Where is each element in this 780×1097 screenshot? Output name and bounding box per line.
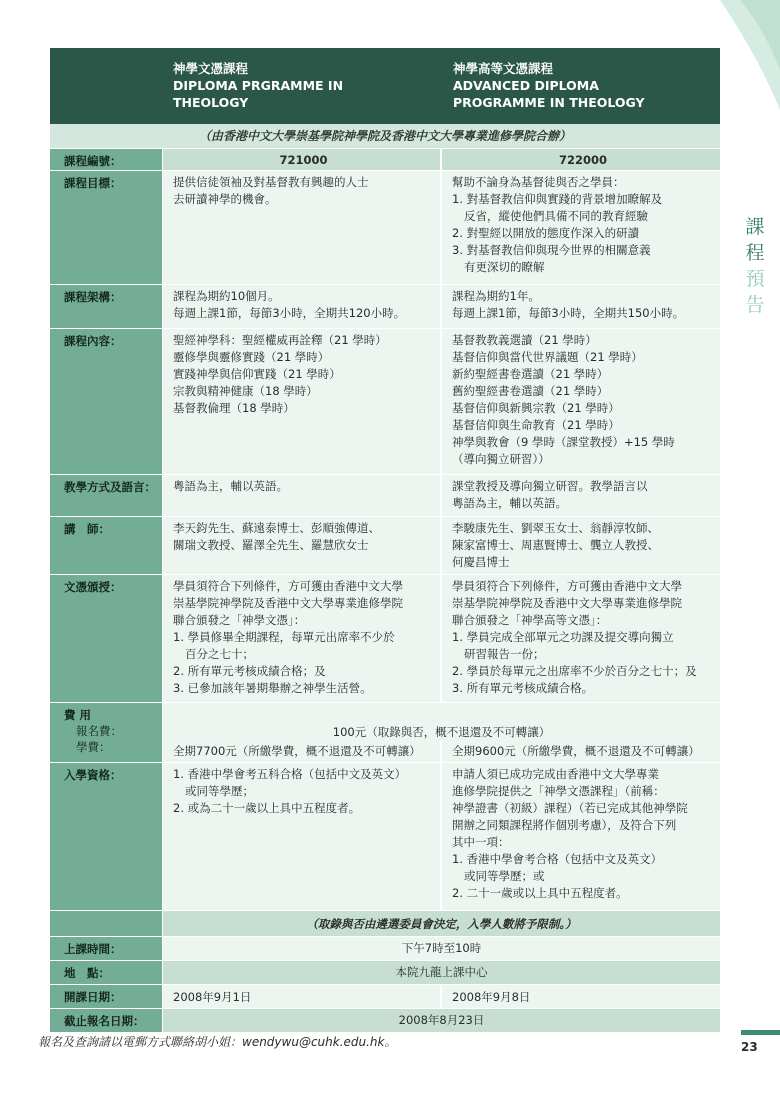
text-line: 靈修學與靈修實踐（21 學時） xyxy=(173,350,330,364)
label-fees-title: 費 用 xyxy=(64,708,92,722)
text-line: 3. 已參加該年暑期舉辦之神學生活營。 xyxy=(173,681,372,695)
header-advanced xyxy=(453,60,645,111)
row-venue xyxy=(50,960,720,985)
side-char-3: 預 xyxy=(745,268,765,290)
text-line: 關瑞文教授、羅澤全先生、羅慧欣女士 xyxy=(173,538,369,552)
label-award: 文憑頒授： xyxy=(50,575,162,703)
row-lecturers xyxy=(50,516,720,575)
contact-footnote: 報名及查詢請以電郵方式聯絡胡小姐：wendywu@cuhk.edu.hk。 xyxy=(38,1035,397,1049)
text-line: 2. 所有單元考核成績合格；及 xyxy=(173,664,326,678)
row-structure xyxy=(50,284,720,329)
text-line: 研習報告一份； xyxy=(464,647,545,661)
text-line: 基督信仰與生命教育（21 學時） xyxy=(452,418,620,432)
label-fees xyxy=(50,703,162,763)
text-line: 3. 所有單元考核成績合格。 xyxy=(452,681,594,695)
header-diploma-en2: THEOLOGY xyxy=(173,95,249,110)
side-char-4: 告 xyxy=(745,294,765,316)
entry-advanced xyxy=(442,763,720,911)
label-method: 教學方式及語言： xyxy=(50,475,162,517)
structure-diploma xyxy=(163,285,440,329)
code-advanced: 722000 xyxy=(442,149,720,171)
text-line: 學員須符合下列條件，方可獲由香港中文大學 xyxy=(452,579,682,593)
lecturers-advanced xyxy=(442,517,720,575)
row-entry xyxy=(50,762,720,911)
text-line: 其中一項： xyxy=(452,835,510,849)
lecturers-diploma xyxy=(163,517,440,575)
text-line: 基督教倫理（18 學時） xyxy=(173,401,295,415)
text-line: 李天鈞先生、蘇遠泰博士、彭順強傳道、 xyxy=(173,521,380,535)
venue: 本院九龍上課中心 xyxy=(163,961,720,985)
text-line: 崇基學院神學院及香港中文大學專業進修學院 xyxy=(173,596,403,610)
text-line: 進修學院提供之「神學文憑課程」（前稱： xyxy=(452,784,665,798)
label-deadline: 截止報名日期： xyxy=(50,1009,162,1032)
text-line: 百分之七十； xyxy=(185,647,254,661)
label-content: 課程內容： xyxy=(50,329,162,475)
text-line: 崇基學院神學院及香港中文大學專業進修學院 xyxy=(452,596,682,610)
text-line: 實踐神學與信仰實踐（21 學時） xyxy=(173,367,341,381)
text-line: 李駿康先生、劉翠玉女士、翁靜淳牧師、 xyxy=(452,521,659,535)
label-entry: 入學資格： xyxy=(50,763,162,911)
row-deadline xyxy=(50,1008,720,1032)
text-line: 1. 學員修畢全期課程，每單元出席率不少於 xyxy=(173,630,395,644)
header-advanced-en2: PROGRAMME IN THEOLOGY xyxy=(453,95,645,110)
tuition-advanced: 全期9600元（所繳學費，概不退還及不可轉讓） xyxy=(442,741,720,763)
content-advanced xyxy=(442,329,720,475)
start-advanced: 2008年9月8日 xyxy=(442,985,720,1009)
label-course-code: 課程編號： xyxy=(50,149,162,171)
text-line: 粵語為主，輔以英語。 xyxy=(173,479,288,493)
label-lecturers: 講 師： xyxy=(50,517,162,575)
row-selection-note xyxy=(50,910,720,937)
organiser-banner: （由香港中文大學崇基學院神學院及香港中文大學專業進修學院合辦） xyxy=(50,124,720,148)
text-line: 2. 學員於每單元之出席率不少於百分之七十；及 xyxy=(452,664,697,678)
label-venue: 地 點： xyxy=(50,961,162,985)
side-label xyxy=(740,214,770,318)
text-line: 3. 對基督教信仰與現今世界的相關意義 xyxy=(452,243,651,257)
text-line: 每週上課1節，每節3小時，全期共150小時。 xyxy=(452,306,685,320)
row-class-time xyxy=(50,936,720,961)
label-application-fee: 報名費： xyxy=(76,724,122,738)
text-line: 提供信徒領袖及對基督教有興趣的人士 xyxy=(173,175,369,189)
text-line: 1. 香港中學會考五科合格（包括中文及英文） xyxy=(173,767,407,781)
text-line: 或同等學歷； xyxy=(185,784,254,798)
label-aim: 課程目標： xyxy=(50,171,162,285)
start-diploma: 2008年9月1日 xyxy=(163,985,440,1009)
corner-decoration xyxy=(720,0,780,110)
text-line: 陳家富博士、周惠賢博士、龔立人教授、 xyxy=(452,538,659,552)
method-advanced xyxy=(442,475,720,517)
text-line: 1. 對基督教信仰與實踐的背景增加瞭解及 xyxy=(452,192,663,206)
text-line: 聯合頒發之「神學高等文憑」： xyxy=(452,613,608,627)
text-line: 宗教與精神健康（18 學時） xyxy=(173,384,318,398)
tuition-diploma: 全期7700元（所繳學費，概不退還及不可轉讓） xyxy=(163,741,440,763)
row-award xyxy=(50,574,720,703)
text-line: 2. 二十一歲或以上具中五程度者。 xyxy=(452,886,628,900)
award-advanced xyxy=(442,575,720,703)
label-start-date: 開課日期： xyxy=(50,985,162,1009)
text-line: 新約聖經書卷選讀（21 學時） xyxy=(452,367,609,381)
text-line: 聯合頒發之「神學文憑」： xyxy=(173,613,306,627)
text-line: 課程為期約1年。 xyxy=(452,289,540,303)
page-number-bar xyxy=(741,1030,780,1035)
label-tuition-fee: 學費： xyxy=(76,740,111,754)
programme-header xyxy=(50,48,720,124)
text-line: 舊約聖經書卷選讀（21 學時） xyxy=(452,384,609,398)
label-structure: 課程架構： xyxy=(50,285,162,329)
text-line: 或同等學歷；或 xyxy=(464,869,545,883)
text-line: 基督信仰與當代世界議題（21 學時） xyxy=(452,350,643,364)
selection-note: （取錄與否由遴選委員會決定，入學人數將予限制。） xyxy=(163,911,720,937)
page-number: 23 xyxy=(741,1040,758,1054)
award-diploma xyxy=(163,575,440,703)
text-line: 2. 對聖經以開放的態度作深入的研讀 xyxy=(452,226,640,240)
text-line: 申請人須已成功完成由香港中文大學專業 xyxy=(452,767,659,781)
text-line: 基督信仰與新興宗教（21 學時） xyxy=(452,401,620,415)
application-fee: 100元（取錄與否，概不退還及不可轉讓） xyxy=(163,703,720,741)
structure-advanced xyxy=(442,285,720,329)
content-diploma xyxy=(163,329,440,475)
text-line: 幫助不論身為基督徒與否之學員： xyxy=(452,175,625,189)
header-diploma-en1: DIPLOMA PRGRAMME IN xyxy=(173,78,344,93)
text-line: 去研讀神學的機會。 xyxy=(173,192,277,206)
row-fees xyxy=(50,702,720,763)
deadline: 2008年8月23日 xyxy=(163,1009,720,1032)
code-diploma: 721000 xyxy=(163,149,440,171)
text-line: 1. 學員完成全部單元之功課及提交導向獨立 xyxy=(452,630,674,644)
text-line: 神學與教會（9 學時（課堂教授）+15 學時 xyxy=(452,435,675,449)
side-char-2: 程 xyxy=(745,242,765,264)
text-line: （導向獨立研習）） xyxy=(452,452,550,466)
side-char-1: 課 xyxy=(745,216,765,238)
header-advanced-en1: ADVANCED DIPLOMA xyxy=(453,78,599,93)
text-line: 課堂教授及導向獨立研習。教學語言以 xyxy=(452,479,648,493)
header-diploma-zh: 神學文憑課程 xyxy=(173,61,249,76)
method-diploma xyxy=(163,475,440,517)
text-line: 基督教教義選讀（21 學時） xyxy=(452,333,597,347)
row-start-date xyxy=(50,984,720,1009)
header-advanced-zh: 神學高等文憑課程 xyxy=(453,61,554,76)
aim-advanced xyxy=(442,171,720,285)
text-line: 神學證書（初級）課程）（若已完成其他神學院 xyxy=(452,801,688,815)
text-line: 開辦之同類課程將作個別考慮），及符合下列 xyxy=(452,818,677,832)
row-content xyxy=(50,328,720,475)
row-method xyxy=(50,474,720,517)
text-line: 反省，縱使他們具備不同的教育經驗 xyxy=(464,209,648,223)
row-course-code xyxy=(50,148,720,171)
text-line: 有更深切的瞭解 xyxy=(464,260,545,274)
row-aim xyxy=(50,170,720,285)
text-line: 課程為期約10個月。 xyxy=(173,289,280,303)
text-line: 1. 香港中學會考合格（包括中文及英文） xyxy=(452,852,663,866)
header-diploma xyxy=(173,60,343,111)
text-line: 2. 或為二十一歲以上具中五程度者。 xyxy=(173,801,361,815)
label-class-time: 上課時間： xyxy=(50,937,162,961)
aim-diploma xyxy=(163,171,440,285)
text-line: 聖經神學科：聖經權威再詮釋（21 學時） xyxy=(173,333,387,347)
text-line: 何慶昌博士 xyxy=(452,555,510,569)
text-line: 每週上課1節，每節3小時，全期共120小時。 xyxy=(173,306,406,320)
text-line: 學員須符合下列條件，方可獲由香港中文大學 xyxy=(173,579,403,593)
label-blank xyxy=(50,911,162,937)
entry-diploma xyxy=(163,763,440,911)
text-line: 粵語為主，輔以英語。 xyxy=(452,496,567,510)
class-time: 下午7時至10時 xyxy=(163,937,720,961)
